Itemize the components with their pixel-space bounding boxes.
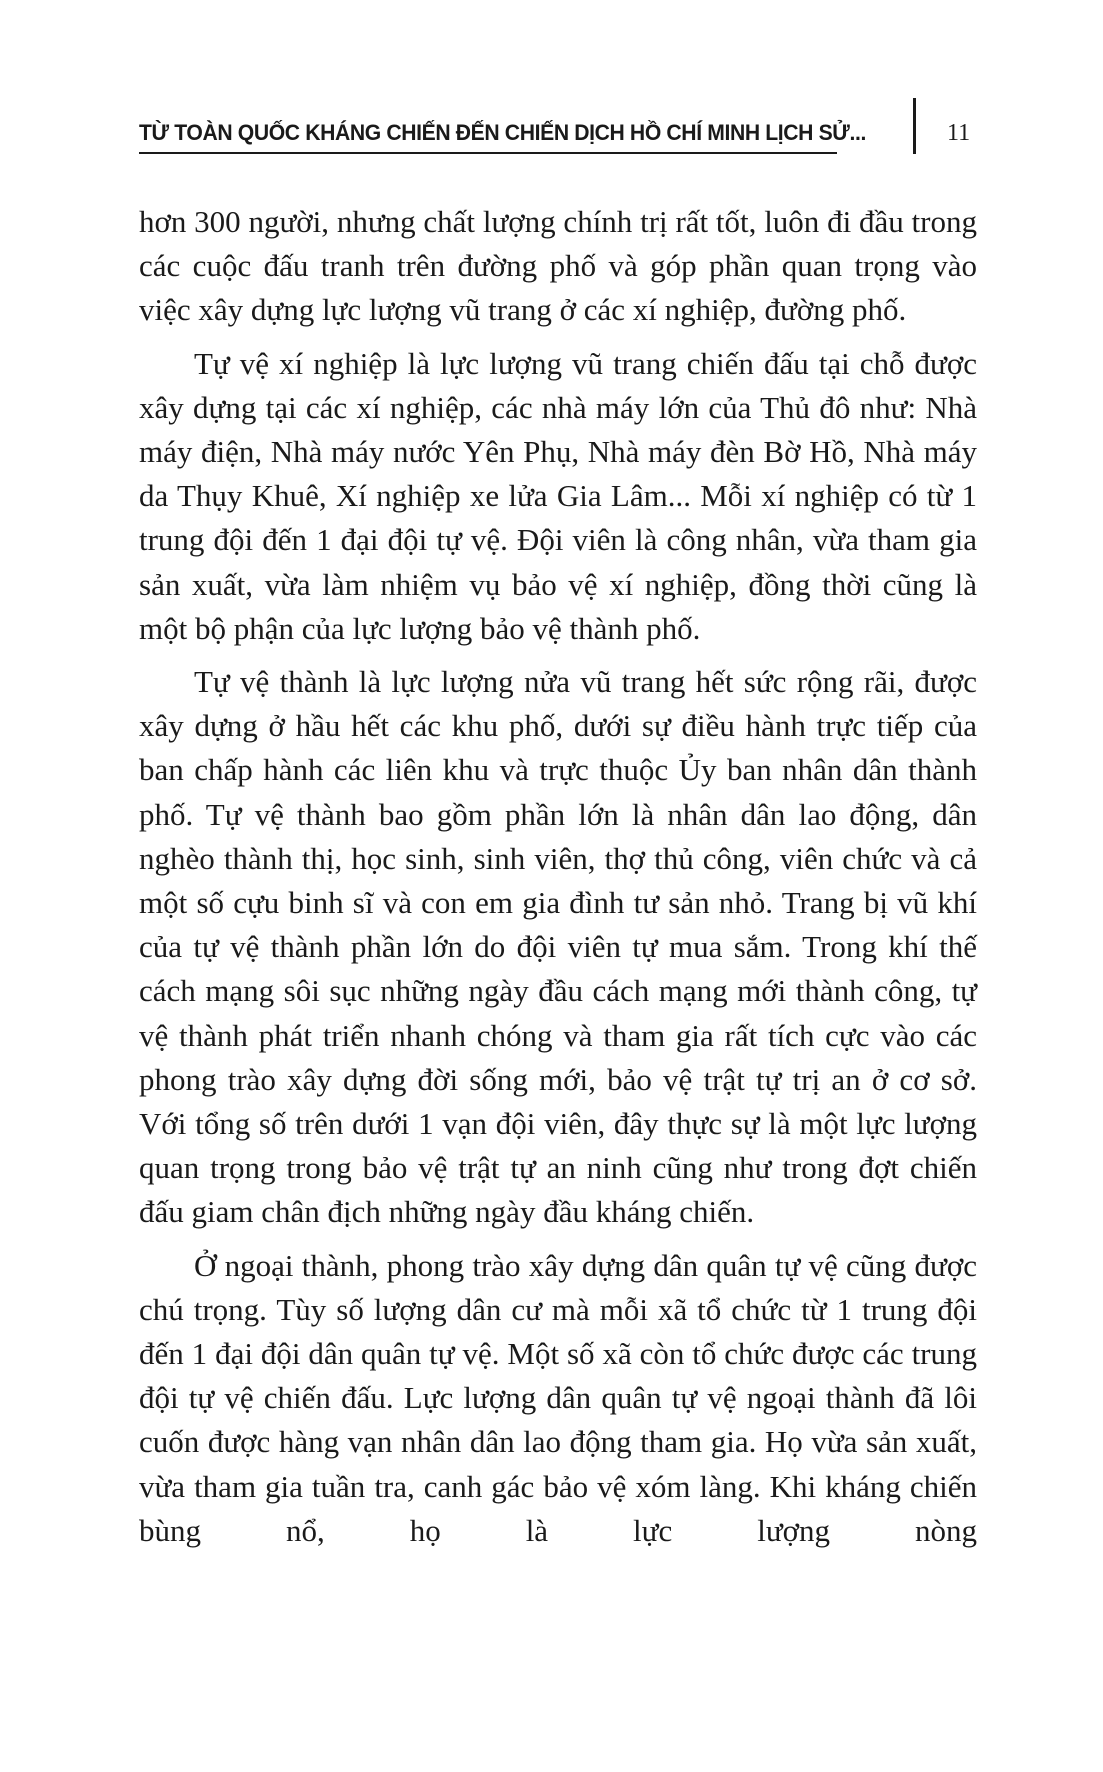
paragraph-factory-self-defense: Tự vệ xí nghiệp là lực lượng vũ trang chiến đấu tại chỗ được xây dựng tại các xí nghiệp, các nhà máy lớn của Thủ đô như: Nhà máy điện, Nhà máy nước Yên Phụ, Nhà máy đèn Bờ Hồ, Nhà máy da Thụy Khuê, Xí nghiệp xe lửa Gia Lâm... Mỗi xí nghiệp có từ 1 trung đội đến 1 đại đội tự vệ. Đội viên là công nhân, vừa tham gia sản xuất, vừa làm nhiệm vụ bảo vệ xí nghiệp, đồng thời cũng là một bộ phận của lực lượng bảo vệ thành phố.: [139, 345, 977, 646]
header-vertical-divider: [913, 98, 916, 154]
running-header: [139, 98, 979, 158]
running-header-title: TỪ TOÀN QUỐC KHÁNG CHIẾN ĐẾN CHIẾN DỊCH HỒ CHÍ MINH LỊCH SỬ...: [139, 120, 866, 145]
paragraph-suburban-militia: Ở ngoại thành, phong trào xây dựng dân quân tự vệ cũng được chú trọng. Tùy số lượng dân cư mà mỗi xã tổ chức từ 1 trung đội đến 1 đại đội dân quân tự vệ. Một số xã còn tổ chức được các trung đội tự vệ chiến đấu. Lực lượng dân quân tự vệ ngoại thành đã lôi cuốn được hàng vạn nhân dân lao động tham gia. Họ vừa sản xuất, vừa tham gia tuần tra, canh gác bảo vệ xóm làng. Khi kháng chiến bùng nổ, họ là lực lượng nòng: [139, 1247, 977, 1548]
header-underline: [139, 152, 837, 154]
body-text: [139, 200, 977, 1562]
paragraph-continuation: hơn 300 người, nhưng chất lượng chính trị rất tốt, luôn đi đầu trong các cuộc đấu tranh trên đường phố và góp phần quan trọng vào việc xây dựng lực lượng vũ trang ở các xí nghiệp, đường phố.: [139, 204, 977, 328]
paragraph-city-self-defense: Tự vệ thành là lực lượng nửa vũ trang hết sức rộng rãi, được xây dựng ở hầu hết các khu phố, dưới sự điều hành trực tiếp của ban chấp hành các liên khu và trực thuộc Ủy ban nhân dân thành phố. Tự vệ thành bao gồm phần lớn là nhân dân lao động, dân nghèo thành thị, học sinh, sinh viên, thợ thủ công, viên chức và cả một số cựu binh sĩ và con em gia đình tư sản nhỏ. Trang bị vũ khí của tự vệ thành phần lớn do đội viên tự mua sắm. Trong khí thế cách mạng sôi sục những ngày đầu cách mạng mới thành công, tự vệ thành phát triển nhanh chóng và tham gia rất tích cực vào các phong trào xây dựng đời sống mới, bảo vệ trật tự trị an ở cơ sở. Với tổng số trên dưới 1 vạn đội viên, đây thực sự là một lực lượng quan trọng trong bảo vệ trật tự an ninh cũng như trong đợt chiến đấu giam chân địch những ngày đầu kháng chiến.: [139, 664, 977, 1230]
page-number: 11: [947, 120, 971, 146]
